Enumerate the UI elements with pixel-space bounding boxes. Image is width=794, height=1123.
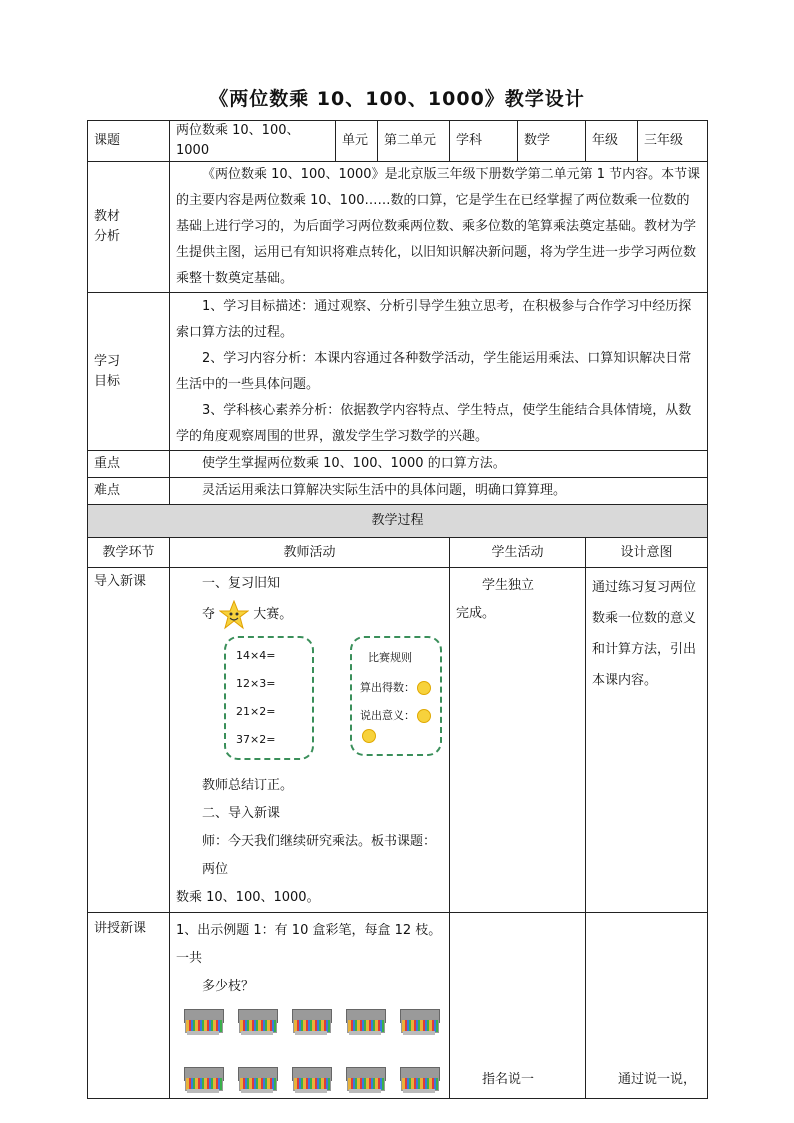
exercise-2: 12×3= <box>236 677 276 690</box>
material-text: 《两位数乘 10、100、1000》是北京版三年级下册数学第二单元第 1 节内容。本节课的主要内容是两位数乘 10、100……数的口算，它是学生在已经掌握了两位数乘一位数的基础上进行学习的，为后面学习两位数乘两位数、乘多位数的笔算乘法奠定基础。教材为学生提供主图，运用已有知识将难点转化，以旧知识解决新问题，将为学生进一步学习两位数乘整十数奠定基础。 <box>176 167 701 286</box>
subject-label: 学科 <box>450 121 518 162</box>
col-stage: 教学环节 <box>88 538 170 568</box>
pen-box-image <box>346 1067 384 1093</box>
col-intent: 设计意图 <box>586 538 708 568</box>
intro-teacher-cell <box>170 568 450 913</box>
lesson-plan-table <box>87 120 708 1099</box>
material-label: 教材 分析 <box>88 162 170 293</box>
teach-row <box>88 913 708 1099</box>
unit-value: 第二单元 <box>378 121 450 162</box>
goals-cell <box>170 293 708 451</box>
pen-box-image <box>400 1009 438 1035</box>
info-row <box>88 121 708 162</box>
contest-line: 夺 大赛。 <box>202 598 443 632</box>
sun-icon <box>417 709 431 723</box>
col-teacher: 教师活动 <box>170 538 450 568</box>
review-title: 一、复习旧知 <box>202 576 281 591</box>
unit-label: 单元 <box>336 121 378 162</box>
intro-row <box>88 568 708 913</box>
exercise-1: 14×4= <box>236 649 276 662</box>
difficulty-text: 灵活运用乘法口算解决实际生活中的具体问题，明确口算算理。 <box>170 478 708 505</box>
process-header-row <box>88 505 708 538</box>
material-row <box>88 162 708 293</box>
pen-box-image <box>184 1009 222 1035</box>
pen-box-image <box>184 1067 222 1093</box>
example-line-1: 1、出示例题 1：有 10 盒彩笔，每盒 12 枝。一共 <box>176 923 442 966</box>
goals-row <box>88 293 708 451</box>
intro-student-cell: 学生独立 完成。 <box>450 568 586 913</box>
star-icon <box>219 600 249 630</box>
pen-box-image <box>238 1067 276 1093</box>
course-label: 课题 <box>88 121 170 162</box>
goal-item-1: 1、学习目标描述：通过观察、分析引导学生独立思考，在积极参与合作学习中经历探索口算方法的过程。 <box>176 298 692 340</box>
exercise-3: 21×2= <box>236 705 276 718</box>
pen-box-row-2 <box>184 1067 443 1093</box>
process-columns-row <box>88 538 708 568</box>
key-point-text: 使学生掌握两位数乘 10、100、1000 的口算方法。 <box>170 451 708 478</box>
review-exercise-area <box>196 632 443 772</box>
key-point-row <box>88 451 708 478</box>
material-text-cell <box>170 162 708 293</box>
example-line-2: 多少枝？ <box>202 979 255 994</box>
teach-teacher-cell <box>170 913 450 1099</box>
goals-label: 学习 目标 <box>88 293 170 451</box>
teach-intent-cell: 通过说一说， <box>586 913 708 1099</box>
grade-label: 年级 <box>586 121 638 162</box>
sun-icon <box>417 681 431 695</box>
page-title: 《两位数乘 10、100、1000》教学设计 <box>209 88 585 110</box>
pen-box-image <box>292 1067 330 1093</box>
goal-item-2: 2、学习内容分析：本课内容通过各种数学活动，学生能运用乘法、口算知识解决日常生活中的一些具体问题。 <box>176 350 692 392</box>
pen-box-image <box>346 1009 384 1035</box>
new-lesson-title: 二、导入新课 <box>202 806 281 821</box>
exercise-4: 37×2= <box>236 733 276 746</box>
sun-icon <box>362 729 376 743</box>
new-lesson-text-1: 师：今天我们继续研究乘法。板书课题：两位 <box>202 834 437 877</box>
exercise-box <box>224 636 314 760</box>
teach-stage: 讲授新课 <box>88 913 170 1099</box>
pen-box-row-1 <box>184 1009 443 1035</box>
pen-box-image <box>238 1009 276 1035</box>
difficulty-row <box>88 478 708 505</box>
process-header: 教学过程 <box>88 505 708 538</box>
subject-value: 数学 <box>518 121 586 162</box>
intro-intent-cell: 通过练习复习两位数乘一位数的意义和计算方法，引出本课内容。 <box>586 568 708 913</box>
rules-box <box>350 636 442 756</box>
rule-1: 算出得数： <box>360 678 431 698</box>
pen-box-image <box>292 1009 330 1035</box>
difficulty-label: 难点 <box>88 478 170 505</box>
rules-title: 比赛规则 <box>368 651 412 664</box>
teach-student-cell: 指名说一 <box>450 913 586 1099</box>
new-lesson-text-2: 数乘 10、100、1000。 <box>176 890 320 905</box>
pen-box-image <box>400 1067 438 1093</box>
key-point-label: 重点 <box>88 451 170 478</box>
intro-stage: 导入新课 <box>88 568 170 913</box>
col-student: 学生活动 <box>450 538 586 568</box>
grade-value: 三年级 <box>638 121 708 162</box>
rule-2: 说出意义： <box>360 706 440 746</box>
goal-item-3: 3、学科核心素养分析：依据教学内容特点、学生特点，使学生能结合具体情境，从数学的角度观察周围的世界，激发学生学习数学的兴趣。 <box>176 402 692 444</box>
course-value: 两位数乘 10、100、1000 <box>170 121 336 162</box>
summary: 教师总结订正。 <box>202 778 294 793</box>
